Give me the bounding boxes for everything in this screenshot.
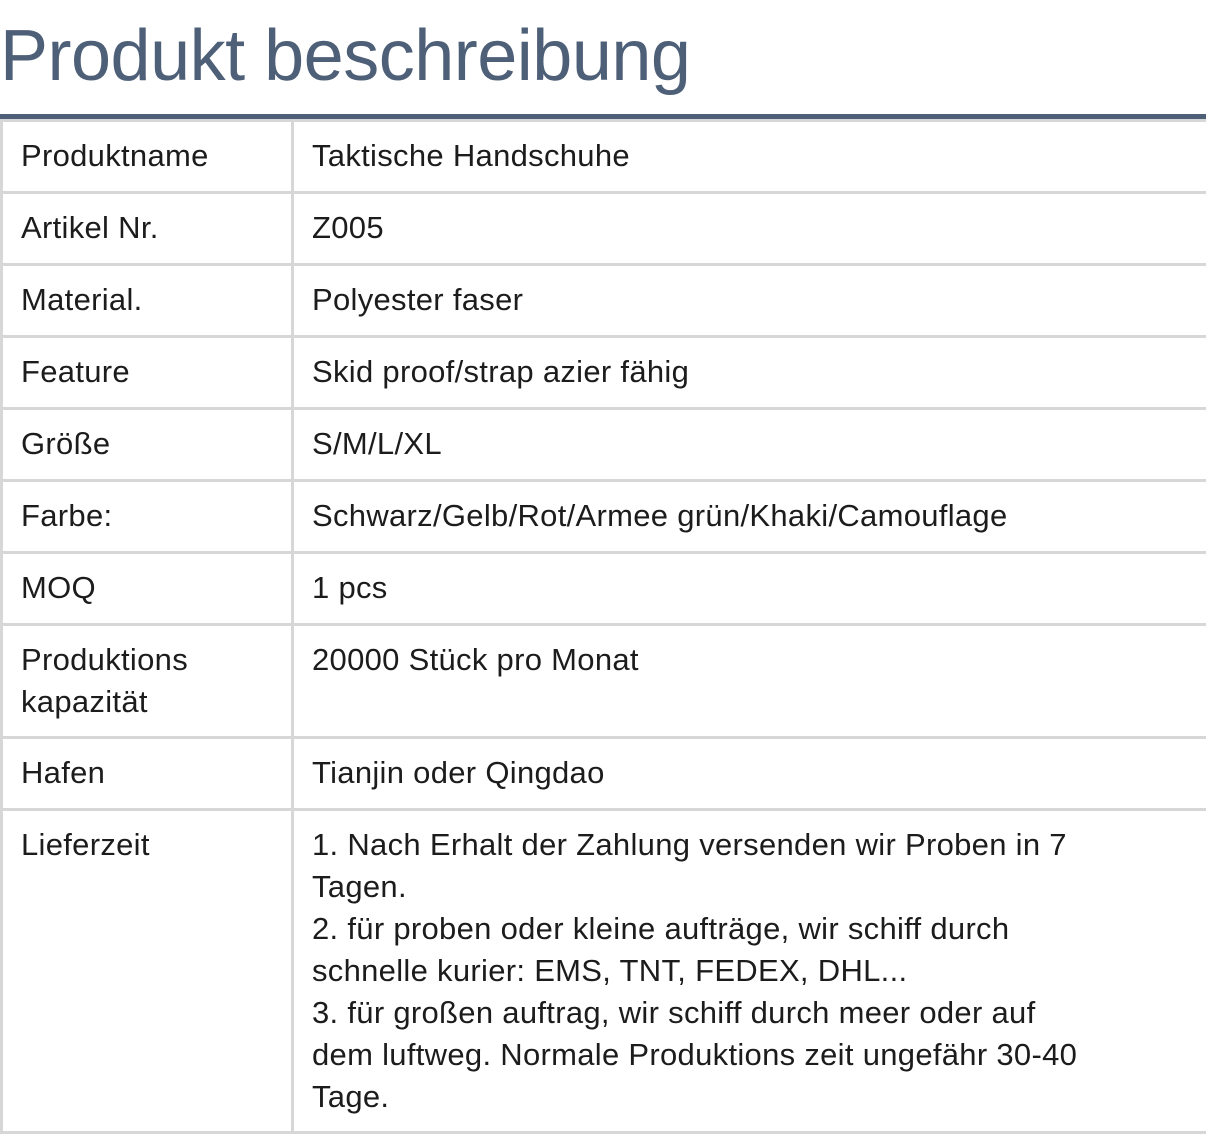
value-line: Tage. [312,1076,1188,1118]
table-row [2,337,1206,409]
product-spec-table [0,119,1206,1134]
row-value: 20000 Stück pro Monat [293,625,1206,738]
value-line: Tagen. [312,866,1188,908]
table-row [2,738,1206,810]
row-label: Größe [2,409,293,481]
row-value: Skid proof/strap azier fähig [293,337,1206,409]
row-label-line: Produktions [21,639,273,681]
value-line: 3. für großen auftrag, wir schiff durch meer oder auf [312,992,1188,1034]
table-row [2,409,1206,481]
row-label: Material. [2,265,293,337]
row-value: Polyester faser [293,265,1206,337]
row-label: Farbe: [2,481,293,553]
value-line: dem luftweg. Normale Produktions zeit ungefähr 30-40 [312,1034,1188,1076]
table-row [2,625,1206,738]
row-value: Taktische Handschuhe [293,121,1206,193]
row-label: MOQ [2,553,293,625]
row-label: Lieferzeit [2,810,293,1133]
value-line: schnelle kurier: EMS, TNT, FEDEX, DHL... [312,950,1188,992]
row-label: Artikel Nr. [2,193,293,265]
table-row [2,265,1206,337]
row-label: Produktname [2,121,293,193]
page-title: Produkt beschreibung [0,14,690,98]
table-row [2,481,1206,553]
row-value [293,810,1206,1133]
row-value: S/M/L/XL [293,409,1206,481]
row-value: Tianjin oder Qingdao [293,738,1206,810]
row-label: Hafen [2,738,293,810]
table-row [2,193,1206,265]
value-line: 1. Nach Erhalt der Zahlung versenden wir Proben in 7 [312,824,1188,866]
row-label [2,625,293,738]
table-row [2,121,1206,193]
row-value: 1 pcs [293,553,1206,625]
table-row [2,810,1206,1133]
value-line: 2. für proben oder kleine aufträge, wir schiff durch [312,908,1188,950]
row-label: Feature [2,337,293,409]
row-value: Z005 [293,193,1206,265]
row-value: Schwarz/Gelb/Rot/Armee grün/Khaki/Camouflage [293,481,1206,553]
table-row [2,553,1206,625]
row-label-line: kapazität [21,681,273,723]
